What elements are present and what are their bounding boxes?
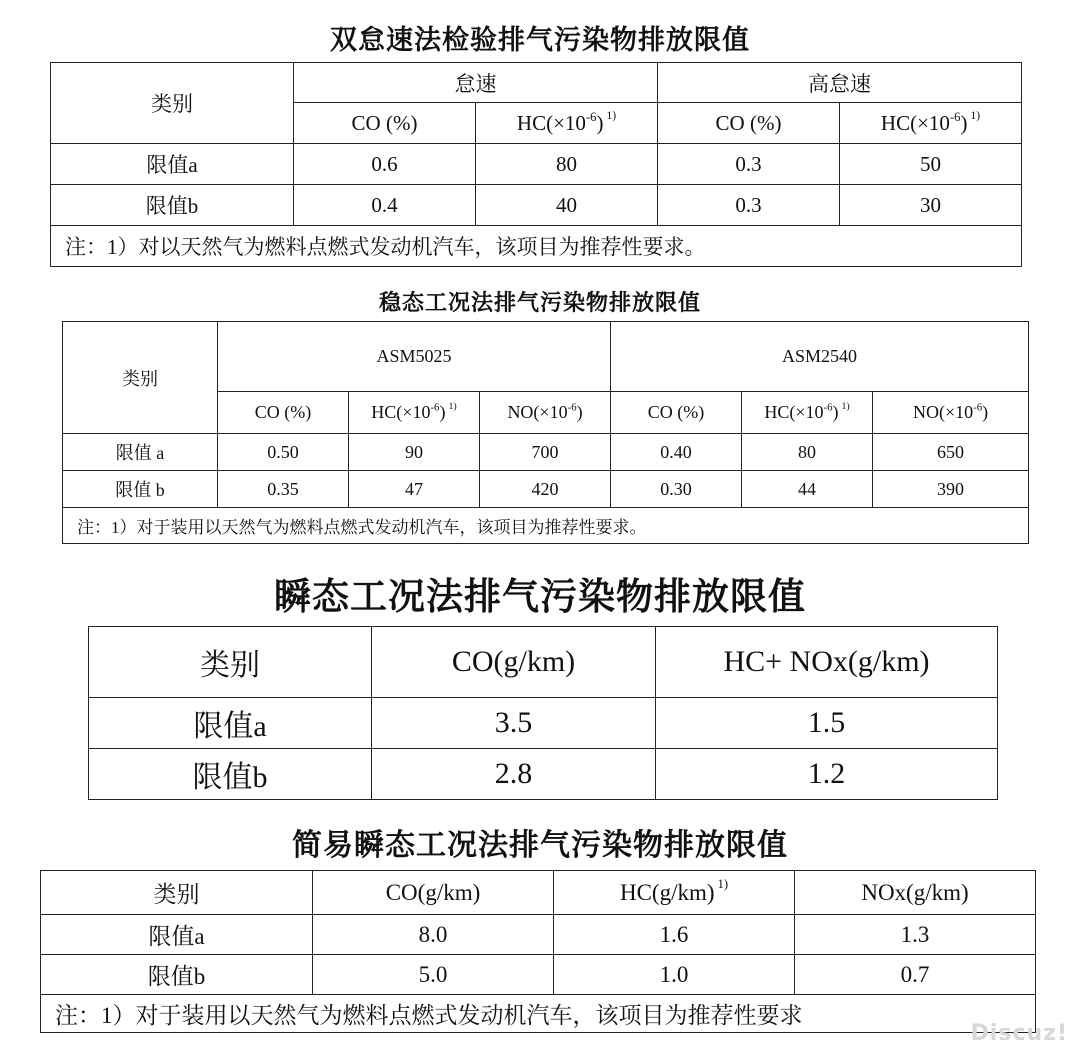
table3-title: 瞬态工况法排气污染物排放限值: [274, 577, 806, 618]
row-label: 限值b: [41, 955, 313, 995]
footnote-marker: 1): [717, 877, 729, 892]
row-label: 限值a: [51, 144, 294, 185]
table1-note: 注：1）对以天然气为燃料点燃式发动机汽车，该项目为推荐性要求。: [51, 226, 1022, 267]
footnote-marker: 1): [841, 401, 850, 413]
table2-title: 稳态工况法排气污染物排放限值: [378, 290, 701, 315]
row-label: 限值b: [89, 749, 372, 800]
table-cell: 1.3: [795, 915, 1036, 955]
nox-header: NOx(g/km): [795, 871, 1036, 915]
table-cell: 0.3: [658, 185, 840, 226]
watermark: Discuz!: [970, 1021, 1068, 1046]
high-idle-hc-header: $HC(\times 10^{-6})$ $^{1)}$: [840, 103, 1022, 144]
idle-group-header: 怠速: [294, 63, 658, 103]
high-idle-group-header: 高怠速: [658, 63, 1022, 103]
table-cell: 0.30: [611, 471, 742, 508]
table-row: [63, 434, 1029, 471]
footnote-marker: 1): [970, 110, 981, 123]
asm2540-no-header: $NO(\times 10^{-6})$: [873, 392, 1029, 434]
row-label: 限值a: [89, 698, 372, 749]
table-cell: 3.5: [372, 698, 656, 749]
table-row: [89, 749, 998, 800]
table-cell: 50: [840, 144, 1022, 185]
asm5025-group-header: ASM5025: [218, 322, 611, 392]
table-cell: 390: [873, 471, 1029, 508]
table-row: [63, 471, 1029, 508]
asm5025-co-header: CO (%): [218, 392, 349, 434]
table-cell: 2.8: [372, 749, 656, 800]
footnote-marker: 1): [448, 401, 457, 413]
row-label: 限值b: [51, 185, 294, 226]
asm5025-hc-header: $HC(\times 10^{-6})$ $^{1)}$: [349, 392, 480, 434]
category-header: 类别: [63, 322, 218, 434]
asm5025-no-header: $NO(\times 10^{-6})$: [480, 392, 611, 434]
table-cell: 80: [476, 144, 658, 185]
category-header: 类别: [89, 627, 372, 698]
table1-title: 双怠速法检验排气污染物排放限值: [330, 25, 750, 55]
table-cell: 1.0: [554, 955, 795, 995]
table-row: [41, 915, 1036, 955]
table-row: [89, 698, 998, 749]
table-row: [51, 144, 1022, 185]
table-cell: 40: [476, 185, 658, 226]
table-cell: 80: [742, 434, 873, 471]
high-idle-co-header: CO (%): [658, 103, 840, 144]
table-cell: 0.40: [611, 434, 742, 471]
table-cell: 0.35: [218, 471, 349, 508]
hc-header: HC(g/km) $^{1)}$: [554, 871, 795, 915]
table-cell: 44: [742, 471, 873, 508]
table-row: [51, 185, 1022, 226]
asm2540-co-header: CO (%): [611, 392, 742, 434]
table-cell: 420: [480, 471, 611, 508]
table-row: [41, 955, 1036, 995]
table2-note: 注：1）对于装用以天然气为燃料点燃式发动机汽车，该项目为推荐性要求。: [63, 508, 1029, 544]
table-cell: 0.50: [218, 434, 349, 471]
table-cell: 8.0: [313, 915, 554, 955]
row-label: 限值 b: [63, 471, 218, 508]
table-cell: 30: [840, 185, 1022, 226]
hc-nox-header: HC+ NOx(g/km): [656, 627, 998, 698]
table-cell: 90: [349, 434, 480, 471]
table-cell: 1.5: [656, 698, 998, 749]
double-idle-table: [50, 62, 1022, 267]
table-cell: 700: [480, 434, 611, 471]
category-header: 类别: [41, 871, 313, 915]
simple-transient-table: [40, 870, 1036, 1033]
table-cell: 5.0: [313, 955, 554, 995]
steady-state-table: [62, 321, 1029, 544]
asm2540-hc-header: $HC(\times 10^{-6})$ $^{1)}$: [742, 392, 873, 434]
idle-co-header: CO (%): [294, 103, 476, 144]
idle-hc-header: $HC(\times 10^{-6})$ $^{1)}$: [476, 103, 658, 144]
co-header: CO(g/km): [313, 871, 554, 915]
footnote-marker: 1): [606, 110, 617, 123]
table4-title: 简易瞬态工况法排气污染物排放限值: [292, 829, 788, 862]
category-header: 类别: [51, 63, 294, 144]
table-cell: 1.2: [656, 749, 998, 800]
table4-note: 注：1）对于装用以天然气为燃料点燃式发动机汽车，该项目为推荐性要求: [41, 995, 1036, 1033]
co-header: CO(g/km): [372, 627, 656, 698]
row-label: 限值a: [41, 915, 313, 955]
table-cell: 47: [349, 471, 480, 508]
table-cell: 0.6: [294, 144, 476, 185]
row-label: 限值 a: [63, 434, 218, 471]
table-cell: 0.3: [658, 144, 840, 185]
table-cell: 0.4: [294, 185, 476, 226]
table-cell: 0.7: [795, 955, 1036, 995]
table-cell: 650: [873, 434, 1029, 471]
table-cell: 1.6: [554, 915, 795, 955]
transient-table: [88, 626, 998, 800]
asm2540-group-header: ASM2540: [611, 322, 1029, 392]
